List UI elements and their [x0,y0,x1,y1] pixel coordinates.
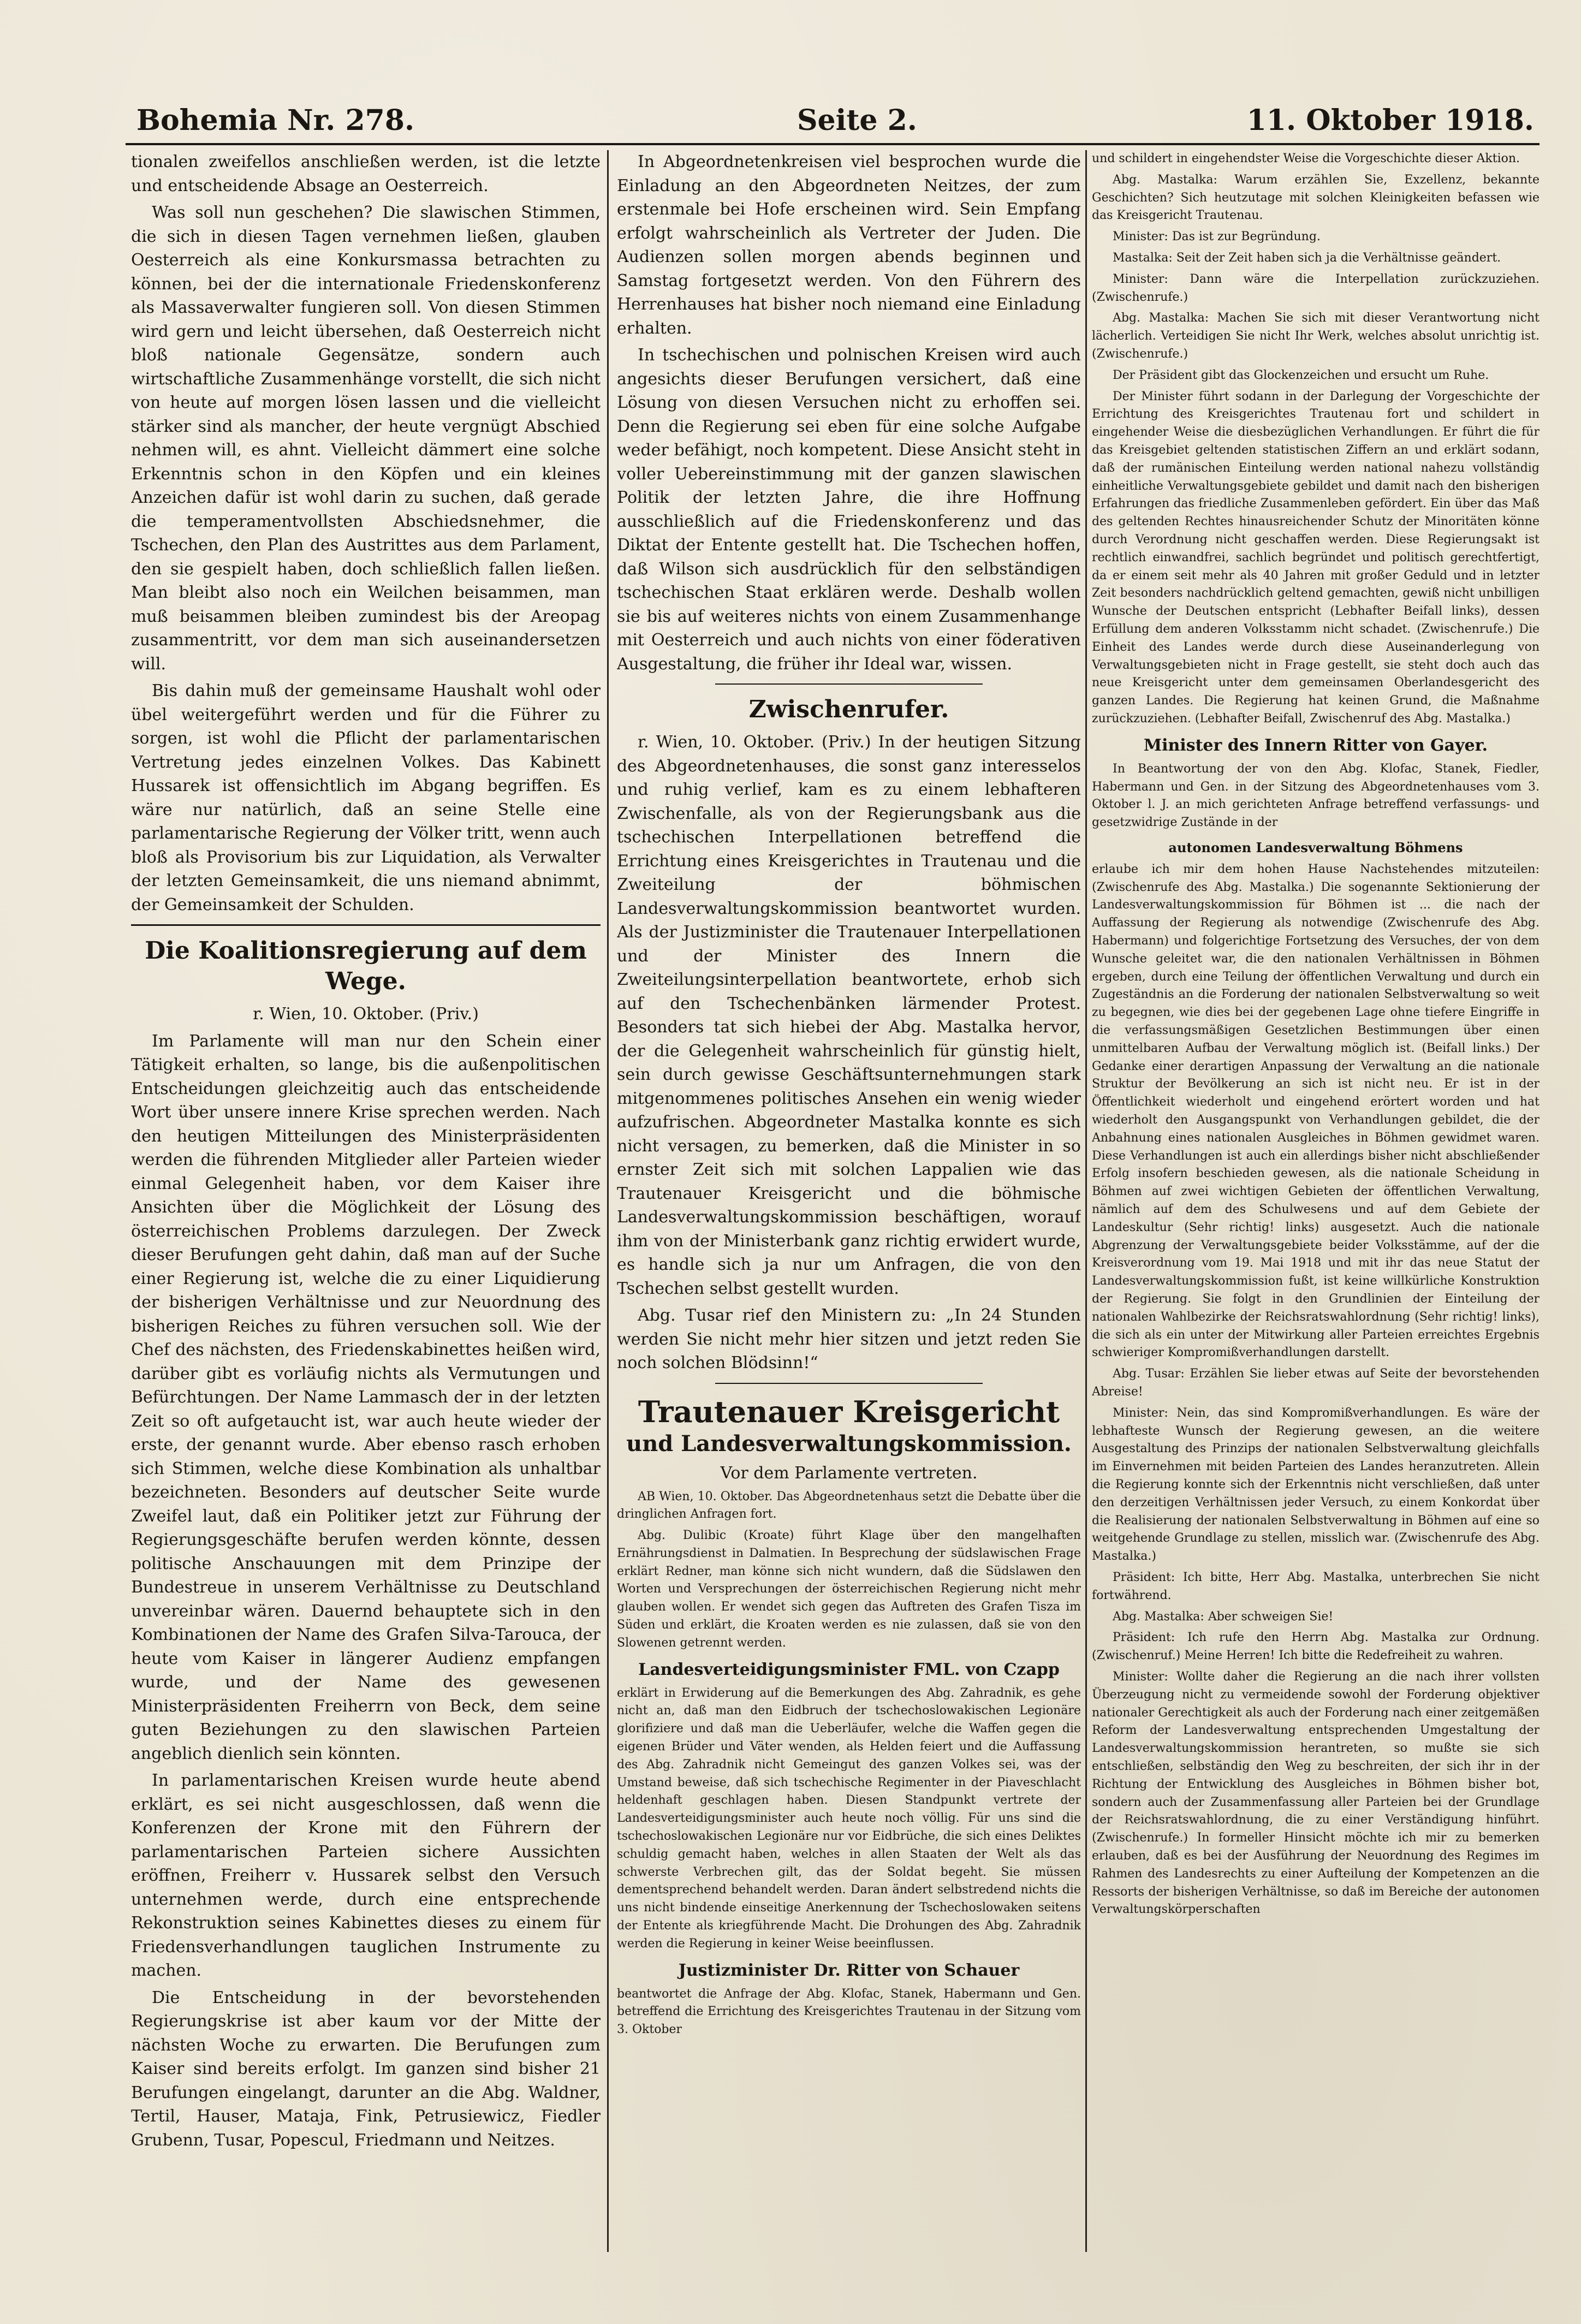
page-number: Seite 2. [797,104,917,137]
column-3 [1092,150,1540,2257]
issue-number: Bohemia Nr. 278. [136,104,415,137]
paragraph: Minister: Dann wäre die Interpellation zurückzuziehen. (Zwischenrufe.) [1092,272,1540,304]
paragraph: Abg. Mastalka: Machen Sie sich mit dieser Verantwortung nicht lächerlich. Verteidigen Sie nicht Ihr Werk, welches absolut unrichtig ist. (Zwischenrufe.) [1092,311,1540,361]
speaker-heading: Minister des Innern Ritter von Gayer. [1143,735,1488,755]
column-divider [607,150,609,2252]
paragraph: r. Wien, 10. Oktober. (Priv.) In der heutigen Sitzung des Abgeordnetenhauses, die sonst ganz interesselos und ruhig verlief, kam es zu einem lebhafteren Zwischenfalle, als von der Regierungsbank aus die tschechischen Interpellationen betreffend die Errichtung eines Kreisgerichtes in Trautenau und die Zweiteilung der böhmischen Landesverwaltungskommission beantwortet wurden. Als der Justizminister die Trautenauer Interpellationen und der Minister des Innern die Zweiteilungsinterpellation beantwortete, erhob sich auf den Tschechenbänken lärmender Protest. Besonders tat sich hiebei der Abg. Mastalka hervor, der die Gelegenheit wahrscheinlich für günstig hielt, sein durch gewisse Geschäftsunternehmungen stark mitgenommenes politisches Ansehen ein wenig wieder aufzufrischen. Abgeordneter Mastalka konnte es sich nicht versagen, zu bemerken, daß die Minister in so ernster Zeit sich mit solchen Lappalien wie das Trautenauer Kreisgericht und die böhmische Landesverwaltungskommission beschäftigen, worauf ihm von der Ministerbank ganz richtig erwidert wurde, es handle sich ja nur um Anfragen, die von den Tschechen selbst gestellt wurden. [617,733,1081,1298]
paragraph: Abg. Dulibic (Kroate) führt Klage über den mangelhaften Ernährungsdienst in Dalmatien. In Besprechung der südslawischen Frage erklärt Redner, man könne sich nicht wundern, daß die Südslawen den Worten und Versprechungen der österreichischen Regierung nicht mehr glauben wollen. Er wendet sich gegen das Auftreten des Grafen Tisza im Süden und erklärt, die Kroaten werden es nie zulassen, daß sie von den Slowenen getrennt werden. [617,1529,1081,1650]
section-rule [131,924,601,926]
paragraph: Minister: Nein, das sind Kompromißverhandlungen. Es wäre der lebhafteste Wunsch der Regierung gewesen, an die weitere Ausgestaltung des Prinzips der nationalen Selbstverwaltung gleichfalls im Einvernehmen mit beiden Parteien des Landes heranzutreten. Allein die Regierung konnte sich der Erkenntnis nicht verschließen, daß unter den derzeitigen Verhältnissen jeder Versuch, zu einem Konkordat über die Realisierung der nationalen Selbstverwaltung in Böhmen auf eine so weitgehende Grundlage zu stellen, misslich war. (Zwischenrufe des Abg. Mastalka.) [1092,1406,1540,1564]
paragraph: AB Wien, 10. Oktober. Das Abgeordnetenhaus setzt die Debatte über die dringlichen Anfragen fort. [617,1489,1081,1521]
paragraph: tionalen zweifellos anschließen werden, ist die letzte und entscheidende Absage an Oesterreich. [131,152,601,195]
article-headline: Trautenauer Kreisgericht [638,1394,1060,1429]
paragraph: Der Minister führt sodann in der Darlegung der Vorgeschichte der Errichtung des Kreisgerichtes Trautenau fort und schildert in eingehender Weise die diesbezüglichen Verhandlungen. Er führt die für das Kreisgebiet geltenden statistischen Ziffern an und erklärt sodann, daß der rumänischen Einteilung werden national nahezu vollständig einheitliche Verwaltungsgebiete gebildet und damit nach den bisherigen Erfahrungen das friedliche Zusammenleben gefördert. Ein über das Maß des geltenden Rechtes hinausreichender Schutz der Minoritäten könne durch Verordnung nicht geschaffen werden. Diese Regierungsakt ist rechtlich einwandfrei, sachlich begründet und politisch gerechtfertigt, da er einem seit mehr als 40 Jahren mit großer Geduld und in letzter Zeit besonders nachdrücklich geltend gemachten, gewiß nicht unbilligen Wunsche der Deutschen entspricht (Lebhafter Beifall links), dessen Erfüllung dem anderen Volksstamm nicht schadet. (Zwischenrufe.) Die Einheit des Landes werde durch diese Auseinanderlegung von Verwaltungsgebieten nicht in Frage gestellt, sie steht doch auch das neue Kreisgericht unter dem gemeinsamen Oberlandesgericht des ganzen Landes. Die Regierung hat keinen Grund, die Maßnahme zurückzuziehen. (Lebhafter Beifall, Zwischenruf des Abg. Mastalka.) [1092,389,1540,726]
section-rule [715,683,983,685]
paragraph: Mastalka: Seit der Zeit haben sich ja die Verhältnisse geändert. [1113,251,1501,265]
column-1 [131,150,601,2257]
paragraph: Abg. Mastalka: Aber schweigen Sie! [1113,1609,1334,1624]
paragraph: erklärt in Erwiderung auf die Bemerkungen des Abg. Zahradnik, es gehe nicht an, daß man den Eidbruch der tschechoslowakischen Legionäre glorifiziere und daß man die Ueberläufer, welche die Waffen gegen die eigenen Brüder und Väter wenden, als Helden feiert und die Auffassung des Abg. Zahradnik nicht Gemeingut des ganzen Volkes sei, was der Umstand beweise, daß sich tschechische Regimenter in der Piaveschlacht heldenhaft geschlagen haben. Diesen Standpunkt vertrete der Landesverteidigungsminister auch heute noch völlig. Für uns sind die tschechoslowakischen Legionäre nur vor Eidbrüche, die sich eines Deliktes schuldig gemacht haben, welches in allen Staaten der Welt als das schwerste Verbrechen gilt, das der Soldat begeht. Sie müssen dementsprechend behandelt werden. Daran ändert selbstredend nichts die uns nicht bindende einseitige Anerkennung der Tschechoslowaken seitens der Entente als kriegführende Macht. Die Drohungen des Abg. Zahradnik werden die Regierung in keiner Weise beeinflussen. [617,1686,1081,1951]
paragraph: In parlamentarischen Kreisen wurde heute abend erklärt, es sei nicht ausgeschlossen, daß wenn die Konferenzen der Krone mit den Führern der parlamentarischen Parteien sichere Aussichten eröffnen, Freiherr v. Hussarek selbst den Versuch unternehmen werde, durch eine entsprechende Rekonstruktion seines Kabinettes dieses zu einem für Friedensverhandlungen tauglichen Instrumente zu machen. [131,1771,601,1980]
paragraph: Präsident: Ich bitte, Herr Abg. Mastalka, unterbrechen Sie nicht fortwährend. [1092,1570,1540,1602]
speaker-heading: Landesverteidigungsminister FML. von Czapp [638,1660,1060,1679]
paragraph: Die Entscheidung in der bevorstehenden Regierungskrise ist aber kaum vor der Mitte der nächsten Woche zu erwarten. Die Berufungen zum Kaiser sind bereits erfolgt. Im ganzen sind bisher 21 Berufungen eingelangt, darunter an die Abg. Waldner, Tertil, Hauser, Mataja, Fink, Petrusiewicz, Fiedler Grubenn, Tusar, Popescul, Friedmann und Neitzes. [131,1988,601,2150]
paragraph: In Beantwortung der von den Abg. Klofac, Stanek, Fiedler, Habermann und Gen. in der Sitzung des Abgeordnetenhauses vom 3. Oktober l. J. an mich gerichteten Anfrage betreffend verfassungs- und gesetzwidrige Zustände in der [1092,762,1540,830]
paragraph: und schildert in eingehendster Weise die Vorgeschichte dieser Aktion. [1092,152,1520,165]
article-headline: Die Koalitionsregierung auf dem Wege. [145,937,587,995]
paragraph: Was soll nun geschehen? Die slawischen Stimmen, die sich in diesen Tagen vernehmen ließen, glauben Oesterreich als eine Konkursmassa betrachten zu können, bei der die internationale Friedenskonferenz als Massaverwalter fungieren soll. Von diesen Stimmen wird gern und leicht übersehen, daß Oesterreich nicht bloß nationale Gegensätze, sondern auch wirtschaftliche Zusammenhänge vorstellt, die sich nicht von heute auf morgen lösen lassen und die vielleicht stärker sind als mancher, der heute vergnügt Abschied nehmen will, es ahnt. Vielleicht dämmert eine solche Erkenntnis schon in den Köpfen und ein kleines Anzeichen dafür ist wohl darin zu suchen, daß gerade die temperamentvollsten Abschiedsnehmer, die Tschechen, den Plan des Austrittes aus dem Parlament, den sie gespielt haben, doch schließlich fallen ließen. Man bleibt also noch ein Weilchen beisammen, man muß beisammen bleiben zumindest bis der Areopag zusammentritt, vor dem man sich auseinandersetzen will. [131,203,601,674]
paragraph: Im Parlamente will man nur den Schein einer Tätigkeit erhalten, so lange, bis die außenpolitischen Entscheidungen gleichzeitig auch das entscheidende Wort über unsere innere Krise sprechen werden. Nach den heutigen Mitteilungen des Ministerpräsidenten werden die führenden Mitglieder aller Parteien wieder einmal Gelegenheit haben, vor dem Kaiser ihre Ansichten über die Möglichkeit der Lösung des österreichischen Problems darzulegen. Der Zweck dieser Berufungen geht dahin, daß man auf der Suche einer Regierung ist, welche die zu einer Liquidierung der bisherigen Verhältnisse und zur Neuordnung des bisherigen Reiches zu führen versuchen soll. Wie der Chef des nächsten, des Friedenskabinettes heißen wird, darüber gibt es vorläufig nichts als Vermutungen und Befürchtungen. Der Name Lammasch der in der letzten Zeit so oft aufgetaucht ist, war auch heute wieder der erste, der genannt wurde. Aber ebenso rasch erhoben sich Stimmen, welche diese Kombination als unhaltbar bezeichneten. Besonders auf deutscher Seite wurde Zweifel laut, daß ein Politiker jetzt zur Führung der Regierungsgeschäfte berufen werden könnte, dessen politische Anschauungen mit dem Prinzipe der Bundestreue in unserem Verhältnisse zu Deutschland unvereinbar wären. Dauernd behauptete sich in den Kombinationen der Name des Grafen Silva-Tarouca, der heute vom Kaiser in längerer Audienz empfangen wurde, und der Name des gewesenen Ministerpräsidenten Freiherrn von Beck, dem seine guten Beziehungen zu den slawischen Parteien angeblich dienlich sein könnten. [131,1031,601,1763]
paragraph: Präsident: Ich rufe den Herrn Abg. Mastalka zur Ordnung. (Zwischenruf.) Meine Herren! Ich bitte die Redefreiheit zu wahren. [1092,1631,1540,1663]
paragraph: In tschechischen und polnischen Kreisen wird auch angesichts dieser Berufungen versichert, daß eine Lösung von diesen Versuchen nicht zu erhoffen sei. Denn die Regierung sei eben für eine solche Aufgabe weder befähigt, noch kompetent. Diese Ansicht steht in voller Uebereinstimmung mit der ganzen slawischen Politik der letzten Jahre, die ihre Hoffnung ausschließlich auf die Friedenskonferenz und das Diktat der Entente gestellt hat. Die Tschechen hoffen, daß Wilson sich ausdrücklich für den selbständigen tschechischen Staat erklären werde. Deshalb wollen sie bis auf weiteres nichts von einem Zusammenhange mit Oesterreich und auch nichts von einer föderativen Ausgestaltung, die früher ihr Ideal war, wissen. [617,346,1081,674]
masthead-rule [126,143,1540,145]
section-rule [715,1383,983,1384]
paragraph: Abg. Tusar rief den Ministern zu: „In 24 Stunden werden Sie nicht mehr hier sitzen und jetzt reden Sie noch solchen Blödsinn!“ [617,1306,1081,1372]
paragraph: Minister: Das ist zur Begründung. [1113,230,1321,244]
article-headline: Zwischenrufer. [748,696,949,723]
paragraph: beantwortet die Anfrage der Abg. Klofac, Stanek, Habermann und Gen. betreffend die Errichtung des Kreisgerichtes Trautenau in der Sitzung vom 3. Oktober [617,1987,1081,2037]
masthead [126,93,1540,142]
column-divider [1085,150,1087,2252]
dateline: r. Wien, 10. Oktober. (Priv.) [253,1005,479,1024]
issue-date: 11. Oktober 1918. [1246,104,1534,137]
paragraph: Der Präsident gibt das Glockenzeichen und ersucht um Ruhe. [1113,368,1489,382]
paragraph: Abg. Tusar: Erzählen Sie lieber etwas auf Seite der bevorstehenden Abreise! [1092,1367,1540,1399]
emphasis-line: autonomen Landesverwaltung Böhmens [1168,839,1463,855]
paragraph: Minister: Wollte daher die Regierung an die nach ihrer vollsten Überzeugung nicht zu vermeidende sowohl der Forderung objektiver nationaler Gerechtigkeit als auch der Forderung nach einer zeitgemäßen Reform der Landesverwaltung entsprechenden Umgestaltung der Landesverwaltungskommission herantreten, so mußte sie sich entschließen, selbständig den Weg zu beschreiten, der sich ihr in der Richtung der Entwicklung des Ausgleiches in Böhmen bisher bot, sondern auch der Zusammenfassung aller Parteien bei der Grundlage der Reichsratswahlordnung, die zu einer Verständigung hinführt. (Zwischenrufe.) In formeller Hinsicht möchte ich mir zu bemerken erlauben, daß es bei der Ausführung der Neuordnung des Regimes im Rahmen des Landesrechts zu einer Aufteilung der Kompetenzen an die Ressorts der bisherigen Verhältnisse, so daß im Bereiche der autonomen Verwaltungskörperschaften [1092,1669,1540,1917]
article-subheadline: Vor dem Parlamente vertreten. [720,1463,978,1483]
speaker-heading: Justizminister Dr. Ritter von Schauer [678,1960,1020,1980]
paragraph: erlaube ich mir dem hohen Hause Nachstehendes mitzuteilen: (Zwischenrufe des Abg. Mastalka.) Die sogenannte Sektionierung der Landesverwaltungskommission für Böhmen ist ... die nach der Auffassung der Regierung als notwendige (Zwischenrufe des Abg. Habermann) und folgerichtige Fortsetzung des Versuches, der von dem Wunsche geleitet war, die den nationalen Verhältnissen in Böhmen ergeben, durch eine Teilung der öffentlichen Verwaltung und durch ein Zugeständnis an die Forderung der nationalen Selbstverwaltung so weit zu begegnen, wie dies bei der gegebenen Lage ohne tiefere Eingriffe in die verfassungsmäßigen Gesetzlichen Bestimmungen über einen unmittelbaren Aufbau der Verwaltung möglich ist. (Beifall links.) Der Gedanke einer derartigen Anpassung der Verwaltung an die nationale Struktur der Bevölkerung an sich ist nicht neu. Er ist in der Öffentlichkeit wiederholt und eingehend erörtert worden und hat wiederholt den Ausgangspunkt von Verhandlungen gebildet, die der Anbahnung eines nationalen Ausgleiches in Böhmen gewidmet waren. Diese Verhandlungen ist auch ein allerdings bisher nicht abschließender Erfolg insofern beschieden gewesen, als die nationale Scheidung in Böhmen auf zwei wichtigen Gebieten der öffentlichen Verwaltung, nämlich auf dem des Schulwesens und auf dem Gebiete der Landeskultur (Sehr richtig! links) ausgesetzt. Auch die nationale Abgrenzung der Verwaltungsgebiete beider Volksstämme, auf der die Kreisverordnung vom 19. Mai 1918 und mit ihr das neue Statut der Landesverwaltungskommission fußt, ist keine willkürliche Konstruktion der Regierung. Sie folgt in den Grundlinien der Einteilung der nationalen Wahlbezirke der Reichsratswahlordnung (Sehr richtig! links), die sich als ein unter der Mitwirkung aller Parteien erreichtes Ergebnis schwieriger Kompromißverhandlungen darstellt. [1092,862,1540,1360]
paragraph: Bis dahin muß der gemeinsame Haushalt wohl oder übel weitergeführt werden und für die Führer zu sorgen, ist wohl die Pflicht der parlamentarischen Vertretung jedes einzelnen Volkes. Das Kabinett Hussarek ist offensichtlich im Abgang begriffen. Es wäre nur natürlich, daß an seine Stelle eine parlamentarische Regierung der Völker tritt, wenn auch bloß als Provisorium bis zur Liquidation, als Verwalter der letzten Gemeinsamkeit, die uns niemand abnimmt, der Gemeinsamkeit der Schulden. [131,681,601,914]
paragraph: Abg. Mastalka: Warum erzählen Sie, Exzellenz, bekannte Geschichten? Sich heutzutage mit solchen Kleinigkeiten befassen wie das Kreisgericht Trautenau. [1092,173,1540,223]
column-2 [617,150,1081,2257]
paragraph: In Abgeordnetenkreisen viel besprochen wurde die Einladung an den Abgeordneten Neitzes, der zum erstenmale bei Hofe erscheinen wird. Sein Empfang erfolgt wahrscheinlich als Vertreter der Juden. Die Audienzen sollen morgen abends beginnen und Samstag fortgesetzt werden. Von den Führern des Herrenhauses hat bisher noch niemand eine Einladung erhalten. [617,152,1081,338]
article-headline-line-2: und Landesverwaltungskommission. [626,1430,1072,1457]
